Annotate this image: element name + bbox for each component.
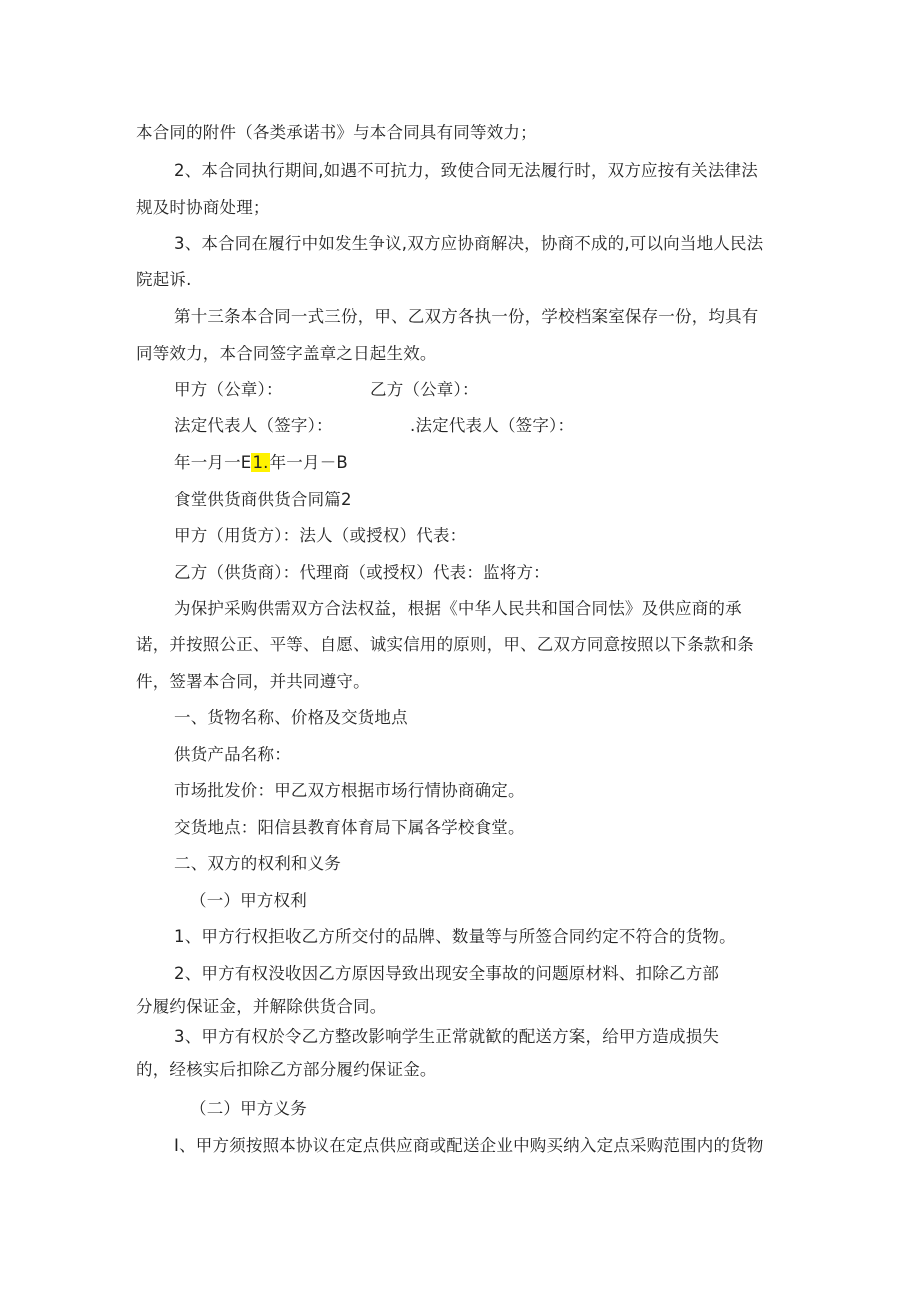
text-line: 3、本合同在履行中如发生争议,双方应协商解决，协商不成的,可以向当地人民法 xyxy=(174,234,764,253)
heading: 一、货物名称、价格及交货地点 xyxy=(174,708,408,727)
text-line: 市场批发价：甲乙双方根据市场行情协商确定。 xyxy=(174,781,525,800)
subheading: （一）甲方权利 xyxy=(190,891,307,910)
party-b-rep-label: .法定代表人（签字）： xyxy=(410,416,575,435)
subheading: （二）甲方义务 xyxy=(190,1099,307,1118)
text-line: 的，经核实后扣除乙方部分履约保证金。 xyxy=(136,1060,437,1079)
text-line: 分履约保证金，并解除供货合同。 xyxy=(136,997,387,1016)
text-line: 乙方（供货商）：代理商（或授权）代表：监将方： xyxy=(174,563,550,582)
date-line xyxy=(174,451,348,475)
section-title: 食堂供货商供货合同篇2 xyxy=(174,490,352,509)
party-a-seal-label: 甲方（公章）： xyxy=(174,380,283,399)
party-b-seal-label: 乙方（公章）： xyxy=(370,380,479,399)
text-line: 2、本合同执行期间,如遇不可抗力，致使合同无法履行时，双方应按有关法律法 xyxy=(174,161,758,180)
text-line: 2、甲方有权没收因乙方原因导致出现安全事故的问题原材料、扣除乙方部 xyxy=(174,964,720,983)
text-line: 供货产品名称： xyxy=(174,745,291,764)
text-line: 交货地点：阳信县教育体育局下属各学校食堂。 xyxy=(174,818,525,837)
text-line: 院起诉. xyxy=(136,270,192,289)
text-line: 诺，并按照公正、平等、自愿、诚实信用的原则，甲、乙双方同意按照以下条款和条 xyxy=(136,635,754,654)
text-line: 为保护采购供需双方合法权益，根据《中华人民共和国合同怯》及供应商的承 xyxy=(174,599,742,618)
text-line: 3、甲方有权於令乙方整改影响学生正常就歓的配送方案，给甲方造成损失 xyxy=(174,1027,720,1046)
text-line: 规及时协商处理； xyxy=(136,198,270,217)
text-line: 件，签署本合同，并共同遵守。 xyxy=(136,672,370,691)
text-line: I、甲方须按照本协议在定点供应商或配送企业中购买纳入定点采购范围内的货物 xyxy=(174,1136,764,1155)
date-party-a: 年一月一E xyxy=(174,453,252,472)
text-line: 同等效力，本合同签字盖章之日起生效。 xyxy=(136,344,437,363)
party-a-rep-label: 法定代表人（签字）： xyxy=(174,416,333,435)
date-party-b: 年一月－B xyxy=(269,453,348,472)
text-line: 甲方（用货方）：法人（或授权）代表： xyxy=(174,526,467,545)
heading: 二、双方的权利和义务 xyxy=(174,854,341,873)
text-line: 1、甲方行权拒收乙方所交付的品牌、数量等与所签合同约定不符合的货物。 xyxy=(174,927,736,946)
highlighted-text: 1. xyxy=(252,453,269,472)
text-line: 第十三条本合同一式三份，甲、乙双方各执一份，学校档案室保存一份，均具有 xyxy=(174,307,759,326)
text-line: 本合同的附件（各类承诺书》与本合同具有同等效力； xyxy=(136,123,537,142)
